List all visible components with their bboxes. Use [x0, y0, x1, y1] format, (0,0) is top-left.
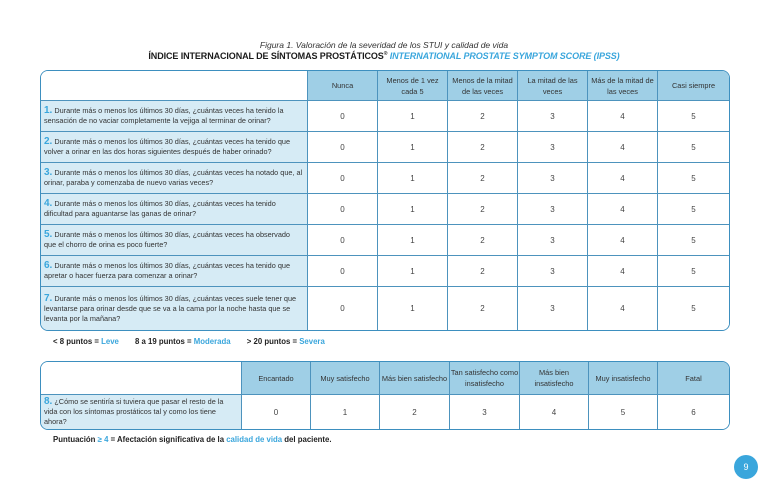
- score-cell: 2: [448, 287, 518, 330]
- question-number: 3.: [44, 167, 53, 178]
- score-cell: 3: [450, 395, 520, 429]
- score-note: Puntuación ≥ 4 = Afectación significativa de la calidad de vida del paciente.: [53, 435, 332, 444]
- question-text: Durante más o menos los últimos 30 días, ¿cuántas veces ha tenido que volver a orinar en las dos horas siguientes después de haber orinado?: [44, 137, 290, 156]
- score-cell: 4: [588, 256, 658, 287]
- score-cell: 5: [658, 163, 729, 194]
- score-cell: 1: [311, 395, 380, 429]
- question-text: Durante más o menos los últimos 30 días, ¿cuántas veces ha tenido que apretar o hacer fuerza para comenzar a orinar?: [44, 261, 290, 280]
- question-number: 7.: [44, 292, 53, 304]
- score-cell: 4: [588, 101, 658, 132]
- score-cell: 5: [658, 101, 729, 132]
- score-cell: 5: [658, 194, 729, 225]
- table-row: [41, 132, 729, 163]
- question-cell: [41, 395, 242, 429]
- question-number: 8.: [44, 396, 53, 407]
- score-cell: 2: [448, 194, 518, 225]
- score-cell: 3: [518, 194, 588, 225]
- column-header: Más de la mitad de las veces: [588, 71, 658, 101]
- score-cell: 3: [518, 101, 588, 132]
- table-header-row: [41, 362, 729, 395]
- column-header: Más bien satisfecho: [380, 362, 450, 395]
- score-cell: 0: [308, 194, 378, 225]
- table-row: [41, 287, 729, 330]
- score-cell: 0: [308, 132, 378, 163]
- score-cell: 1: [378, 194, 448, 225]
- score-cell: 1: [378, 287, 448, 330]
- score-cell: 5: [658, 287, 729, 330]
- table-row: [41, 225, 729, 256]
- question-number: 5.: [44, 229, 53, 240]
- score-cell: 2: [448, 256, 518, 287]
- ipss-symptom-table: [40, 70, 730, 331]
- score-cell: 1: [378, 132, 448, 163]
- score-cell: 4: [588, 225, 658, 256]
- column-header: Menos de la mitad de las veces: [448, 71, 518, 101]
- quality-of-life-table: [40, 361, 730, 430]
- column-header: Tan satisfecho como insatisfecho: [450, 362, 520, 395]
- legend-item-leve: < 8 puntos = Leve: [53, 337, 119, 346]
- question-number: 2.: [44, 136, 53, 147]
- column-header: Encantado: [242, 362, 311, 395]
- question-text: Durante más o menos los últimos 30 días, ¿cuántas veces ha tenido dificultad para aguantarse las ganas de orinar?: [44, 199, 276, 218]
- legend-item-severa: > 20 puntos = Severa: [246, 337, 325, 346]
- column-header: Menos de 1 vez cada 5: [378, 71, 448, 101]
- score-cell: 4: [520, 395, 589, 429]
- question-cell: [41, 287, 308, 330]
- score-cell: 5: [658, 225, 729, 256]
- question-cell: [41, 163, 308, 194]
- score-cell: 0: [308, 225, 378, 256]
- score-cell: 0: [308, 287, 378, 330]
- column-header: Muy insatisfecho: [589, 362, 658, 395]
- score-cell: 2: [380, 395, 450, 429]
- severity-legend: [53, 337, 339, 346]
- figure-caption: Figura 1. Valoración de la severidad de los STUI y calidad de vida: [259, 40, 509, 50]
- score-cell: 0: [242, 395, 311, 429]
- page-number-badge: 9: [734, 455, 758, 479]
- score-cell: 3: [518, 132, 588, 163]
- column-header: Muy satisfecho: [311, 362, 380, 395]
- score-cell: 0: [308, 256, 378, 287]
- document-title: [0, 51, 768, 61]
- score-cell: 3: [518, 256, 588, 287]
- score-cell: 6: [658, 395, 729, 429]
- question-cell: [41, 225, 308, 256]
- title-spanish: ÍNDICE INTERNACIONAL DE SÍNTOMAS PROSTÁTICOS: [148, 51, 384, 61]
- title-english: INTERNATIONAL PROSTATE SYMPTOM SCORE (IPSS): [387, 51, 620, 61]
- table-header-row: [41, 71, 729, 101]
- score-cell: 4: [588, 132, 658, 163]
- table-row: [41, 163, 729, 194]
- question-number: 4.: [44, 198, 53, 209]
- score-cell: 5: [589, 395, 658, 429]
- column-header: Fatal: [658, 362, 729, 395]
- table-row: [41, 395, 729, 429]
- score-cell: 2: [448, 163, 518, 194]
- column-header: La mitad de las veces: [518, 71, 588, 101]
- score-cell: 5: [658, 256, 729, 287]
- score-cell: 4: [588, 163, 658, 194]
- score-cell: 1: [378, 256, 448, 287]
- header-blank-cell: [41, 71, 308, 101]
- question-cell: [41, 132, 308, 163]
- score-cell: 1: [378, 163, 448, 194]
- score-cell: 0: [308, 163, 378, 194]
- score-cell: 4: [588, 194, 658, 225]
- score-cell: 5: [658, 132, 729, 163]
- score-cell: 2: [448, 132, 518, 163]
- question-text: ¿Cómo se sentiría si tuviera que pasar el resto de la vida con los síntomas prostáticos tal y como los tiene ahora?: [44, 397, 224, 426]
- score-cell: 4: [588, 287, 658, 330]
- question-cell: [41, 256, 308, 287]
- question-text: Durante más o menos los últimos 30 días, ¿cuántas veces suele tener que levantarse para orinar desde que se va a la cama por la noche hasta que se levanta por la mañana?: [44, 293, 297, 323]
- question-text: Durante más o menos los últimos 30 días, ¿cuántas veces ha observado que el chorro de orina es poco fuerte?: [44, 230, 290, 249]
- score-cell: 3: [518, 163, 588, 194]
- table-row: [41, 101, 729, 132]
- score-cell: 3: [518, 225, 588, 256]
- table-row: [41, 256, 729, 287]
- score-cell: 2: [448, 101, 518, 132]
- question-number: 1.: [44, 105, 53, 116]
- question-cell: [41, 194, 308, 225]
- table-row: [41, 194, 729, 225]
- score-cell: 0: [308, 101, 378, 132]
- header-blank-cell: [41, 362, 242, 395]
- question-text: Durante más o menos los últimos 30 días, ¿cuántas veces ha tenido la sensación de no vaciar completamente la vejiga al terminar de orinar?: [44, 106, 284, 125]
- question-cell: [41, 101, 308, 132]
- registered-mark: ®: [383, 51, 388, 57]
- score-cell: 1: [378, 225, 448, 256]
- question-number: 6.: [44, 260, 53, 271]
- column-header: Más bien insatisfecho: [520, 362, 589, 395]
- score-cell: 2: [448, 225, 518, 256]
- legend-item-moderada: 8 a 19 puntos = Moderada: [135, 337, 231, 346]
- column-header: Nunca: [308, 71, 378, 101]
- score-cell: 1: [378, 101, 448, 132]
- question-text: Durante más o menos los últimos 30 días, ¿cuántas veces ha notado que, al orinar, paraba y comenzaba de nuevo varias veces?: [44, 168, 303, 187]
- column-header: Casi siempre: [658, 71, 729, 101]
- score-cell: 3: [518, 287, 588, 330]
